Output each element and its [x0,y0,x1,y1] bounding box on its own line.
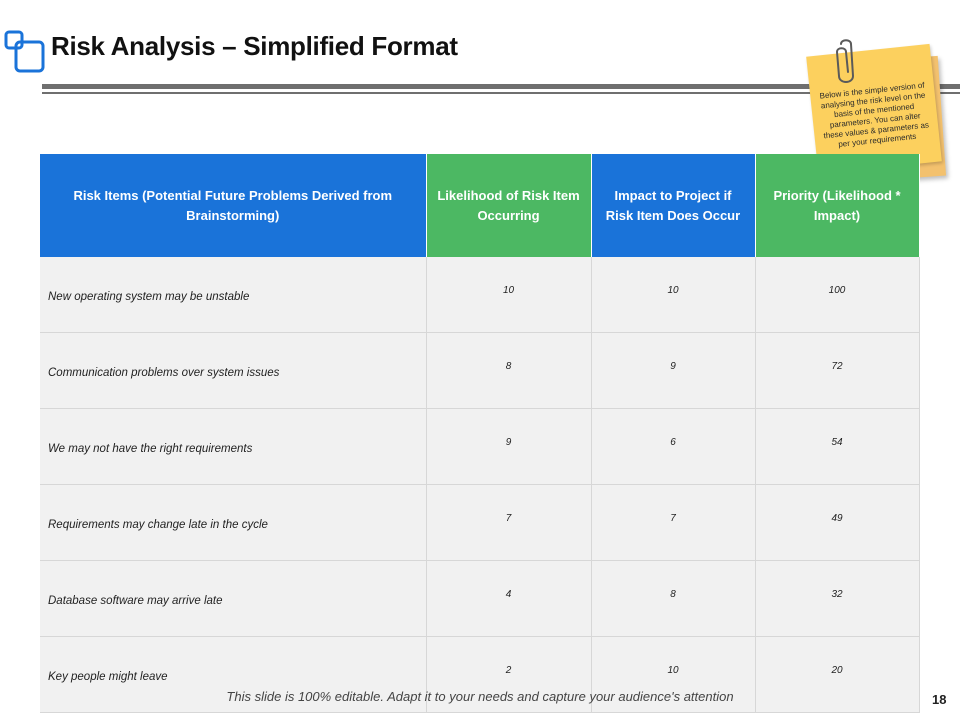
cell-priority: 72 [755,333,919,409]
sticky-note-text: Below is the simple version of analysing the risk level on the basis of the mentioned parameters. You can alter these values & parameters as per your requirements [819,80,930,149]
risk-table [40,154,920,713]
cell-priority: 49 [755,485,919,561]
cell-likelihood: 8 [426,333,591,409]
cell-priority: 32 [755,561,919,637]
cell-likelihood: 7 [426,485,591,561]
overlapping-squares-icon [4,30,46,74]
cell-priority: 54 [755,409,919,485]
footer-text: This slide is 100% editable. Adapt it to your needs and capture your audience's attention [226,689,734,704]
cell-risk-item: Database software may arrive late [40,561,426,637]
page-number: 18 [932,692,947,707]
cell-risk-item: Key people might leave [40,637,426,713]
header-priority: Priority (Likelihood * Impact) [755,154,919,257]
cell-risk-item: New operating system may be unstable [40,257,426,333]
cell-impact: 7 [591,485,755,561]
cell-likelihood: 2 [426,637,591,713]
cell-likelihood: 9 [426,409,591,485]
table-header-row [40,154,919,257]
header-risk-items: Risk Items (Potential Future Problems Derived from Brainstorming) [40,154,426,257]
table-row [40,333,919,409]
cell-risk-item: Communication problems over system issues [40,333,426,409]
cell-priority: 20 [755,637,919,713]
cell-risk-item: We may not have the right requirements [40,409,426,485]
cell-impact: 10 [591,637,755,713]
header-likelihood: Likelihood of Risk Item Occurring [426,154,591,257]
cell-impact: 10 [591,257,755,333]
cell-priority: 100 [755,257,919,333]
cell-risk-item: Requirements may change late in the cycle [40,485,426,561]
cell-impact: 6 [591,409,755,485]
table-row [40,485,919,561]
table-row [40,257,919,333]
cell-likelihood: 10 [426,257,591,333]
page-title: Risk Analysis – Simplified Format [51,31,458,61]
table-row [40,409,919,485]
cell-likelihood: 4 [426,561,591,637]
header-impact: Impact to Project if Risk Item Does Occur [591,154,755,257]
cell-impact: 8 [591,561,755,637]
table-row [40,561,919,637]
paperclip-icon [832,38,858,86]
cell-impact: 9 [591,333,755,409]
